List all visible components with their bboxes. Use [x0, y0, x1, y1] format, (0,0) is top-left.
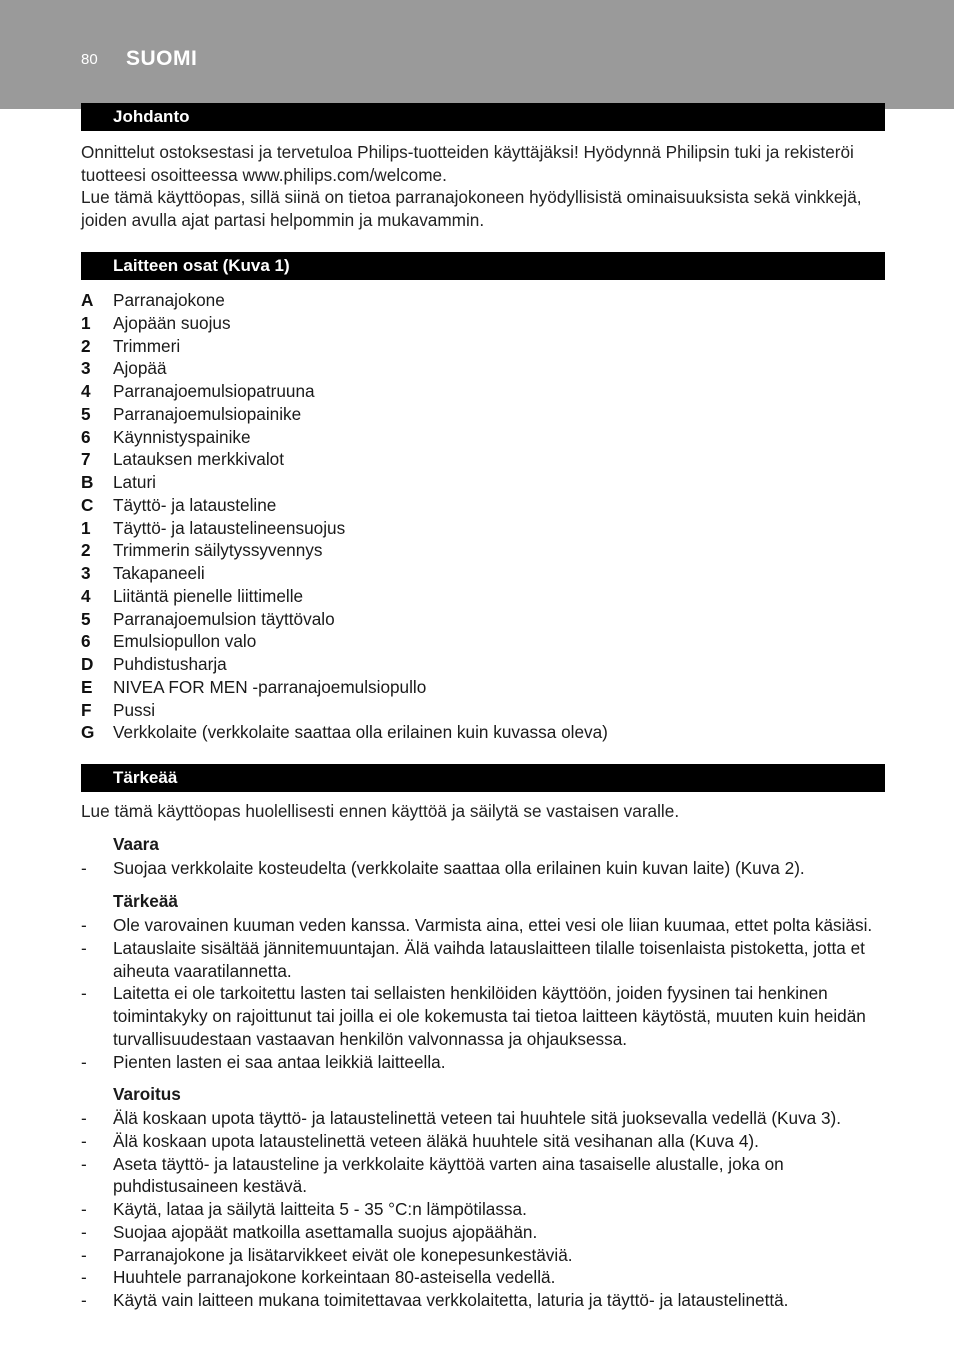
bullet-text: Latauslaite sisältää jännitemuuntajan. Älä vaihda latauslaitteen tilalle toisenlaista pistoketta, jotta et aiheuta vaaratilannetta. — [113, 937, 865, 981]
part-key: 5 — [81, 403, 91, 424]
part-key: 1 — [81, 517, 91, 538]
part-key: 2 — [81, 540, 91, 561]
part-label: Trimmerin säilytyssyvennys — [113, 540, 323, 561]
list-item — [81, 471, 608, 494]
bullet-dash: - — [81, 1221, 87, 1242]
part-label: Täyttö- ja lataustelineensuojus — [113, 517, 346, 538]
part-label: Parranajoemulsion täyttövalo — [113, 608, 335, 629]
section-bar-intro — [81, 103, 885, 131]
part-key: 6 — [81, 631, 91, 652]
page-language-title: SUOMI — [126, 47, 198, 70]
list-item — [81, 857, 893, 880]
intro-paragraph: Onnittelut ostoksestasi ja tervetuloa Philips-tuotteiden käyttäjäksi! Hyödynnä Philipsin tuki ja rekisteröi tuotteesi osoitteessa www.philips.com/welcome. — [81, 142, 854, 185]
bullet-dash: - — [81, 1290, 87, 1310]
part-key: 7 — [81, 449, 91, 470]
part-label: Liitäntä pienelle liittimelle — [113, 585, 304, 606]
bullet-dash: - — [81, 1108, 87, 1128]
list-item — [81, 1244, 893, 1267]
parts-list — [81, 289, 608, 744]
part-label: Täyttö- ja latausteline — [113, 494, 277, 515]
bullet-dash: - — [81, 1267, 87, 1288]
part-label: Laturi — [113, 472, 156, 492]
list-item — [81, 1130, 893, 1153]
list-item — [81, 937, 893, 983]
bullet-dash: - — [81, 983, 87, 1004]
page-number: 80 — [81, 51, 98, 68]
part-key: 6 — [81, 426, 91, 447]
list-item — [81, 721, 608, 744]
section-title-important: Tärkeää — [113, 768, 178, 787]
bullet-text: Älä koskaan upota täyttö- ja lataustelinettä veteen tai huuhtele sitä juoksevalla vedellä (Kuva 3). — [113, 1108, 842, 1128]
list-item — [81, 1266, 893, 1289]
part-key: 3 — [81, 358, 91, 379]
warning-list — [81, 1107, 893, 1312]
bullet-dash: - — [81, 1130, 87, 1151]
section-bar-important — [81, 764, 885, 792]
list-item — [81, 676, 608, 699]
list-item — [81, 1198, 893, 1221]
bullet-text: Suojaa ajopäät matkoilla asettamalla suojus ajopäähän. — [113, 1221, 538, 1242]
bullet-text: Pienten lasten ei saa antaa leikkiä laitteella. — [113, 1051, 446, 1072]
part-key: A — [81, 290, 94, 310]
part-label: Parranajoemulsiopainike — [113, 403, 302, 424]
bullet-text: Laitetta ei ole tarkoitettu lasten tai sellaisten henkilöiden käyttöön, joiden fyysinen tai henkinen toimintakyky on rajoittunut tai joilla ei ole kokemusta tai tietoa laitteen käytöstä, muuten kuin heidän turvallisuudestaan vastaavan henkilön valvonnassa ja ohjauksessa. — [113, 983, 866, 1049]
part-key: E — [81, 676, 93, 697]
part-key: 4 — [81, 381, 91, 401]
list-item — [81, 448, 608, 471]
section-title-intro: Johdanto — [113, 107, 190, 126]
list-item — [81, 426, 608, 449]
bullet-dash: - — [81, 858, 87, 878]
bullet-text: Suojaa verkkolaite kosteudelta (verkkolaite saattaa olla erilainen kuin kuvan laite) (Kuva 2). — [113, 858, 805, 878]
part-key: 3 — [81, 563, 91, 583]
bullet-text: Aseta täyttö- ja latausteline ja verkkolaite käyttöä varten aina tasaiselle alustalle, joka on puhdistusaineen kestävä. — [113, 1153, 784, 1197]
list-item — [81, 1289, 893, 1312]
bullet-dash: - — [81, 1153, 87, 1174]
part-key: G — [81, 722, 95, 743]
list-item — [81, 699, 608, 722]
part-key: F — [81, 699, 92, 720]
list-item — [81, 630, 608, 653]
part-label: Puhdistusharja — [113, 654, 227, 674]
list-item — [81, 1153, 893, 1199]
bullet-text: Käytä, lataa ja säilytä laitteita 5 - 35 °C:n lämpötilassa. — [113, 1199, 527, 1219]
part-key: 1 — [81, 312, 91, 333]
list-item — [81, 357, 608, 380]
bullet-text: Parranajokone ja lisätarvikkeet eivät ole konepesunkestäviä. — [113, 1244, 573, 1265]
part-label: Pussi — [113, 699, 156, 720]
danger-heading: Vaara — [113, 834, 159, 854]
part-label: Trimmeri — [113, 335, 181, 356]
list-item — [81, 982, 893, 1050]
list-item — [81, 335, 608, 358]
list-item — [81, 1051, 893, 1074]
list-item — [81, 1221, 893, 1244]
part-key: 2 — [81, 335, 91, 356]
intro-paragraph-2: Lue tämä käyttöopas, sillä siinä on tietoa parranajokoneen hyödyllisistä ominaisuuksista sekä vinkkejä, joiden avulla ajat partasi helpommin ja mukavammin. — [81, 187, 862, 230]
bullet-text: Ole varovainen kuuman veden kanssa. Varmista aina, ettei vesi ole liian kuumaa, ettet polta käsiäsi. — [113, 915, 873, 935]
important-paragraph: Lue tämä käyttöopas huolellisesti ennen käyttöä ja säilytä se vastaisen varalle. — [81, 801, 680, 821]
warning-heading: Varoitus — [113, 1084, 181, 1104]
part-label: Latauksen merkkivalot — [113, 449, 285, 470]
part-label: NIVEA FOR MEN -parranajoemulsiopullo — [113, 676, 427, 697]
list-item — [81, 914, 893, 937]
list-item — [81, 562, 608, 585]
part-label: Verkkolaite (verkkolaite saattaa olla erilainen kuin kuvassa oleva) — [113, 722, 608, 743]
danger-list — [81, 857, 893, 880]
list-item — [81, 653, 608, 676]
bullet-dash: - — [81, 915, 87, 935]
section-title-parts: Laitteen osat (Kuva 1) — [113, 256, 290, 275]
list-item — [81, 494, 608, 517]
bullet-text: Käytä vain laitteen mukana toimitettavaa verkkolaitetta, laturia ja täyttö- ja lataustelinettä. — [113, 1290, 789, 1310]
bullet-text: Älä koskaan upota lataustelinettä veteen äläkä huuhtele sitä vesihanan alla (Kuva 4). — [113, 1130, 759, 1151]
list-item — [81, 380, 608, 403]
bullet-dash: - — [81, 1244, 87, 1265]
part-key: C — [81, 494, 94, 515]
list-item — [81, 517, 608, 540]
part-key: 5 — [81, 608, 91, 629]
caution-heading: Tärkeää — [113, 891, 178, 911]
part-label: Ajopään suojus — [113, 312, 231, 333]
part-label: Ajopää — [113, 358, 167, 379]
list-item — [81, 289, 608, 312]
caution-list — [81, 914, 893, 1073]
part-label: Parranajoemulsiopatruuna — [113, 381, 315, 401]
section-bar-parts — [81, 252, 885, 280]
list-item — [81, 312, 608, 335]
bullet-dash: - — [81, 1051, 87, 1072]
list-item — [81, 608, 608, 631]
bullet-text: Huuhtele parranajokone korkeintaan 80-asteisella vedellä. — [113, 1267, 556, 1288]
part-key: D — [81, 654, 94, 674]
part-label: Emulsiopullon valo — [113, 631, 257, 652]
list-item — [81, 1107, 893, 1130]
part-label: Käynnistyspainike — [113, 426, 251, 447]
bullet-dash: - — [81, 937, 87, 958]
part-key: B — [81, 472, 94, 492]
list-item — [81, 403, 608, 426]
bullet-dash: - — [81, 1199, 87, 1219]
list-item — [81, 539, 608, 562]
list-item — [81, 585, 608, 608]
part-label: Takapaneeli — [113, 563, 205, 583]
part-key: 4 — [81, 585, 91, 606]
part-label: Parranajokone — [113, 290, 225, 310]
